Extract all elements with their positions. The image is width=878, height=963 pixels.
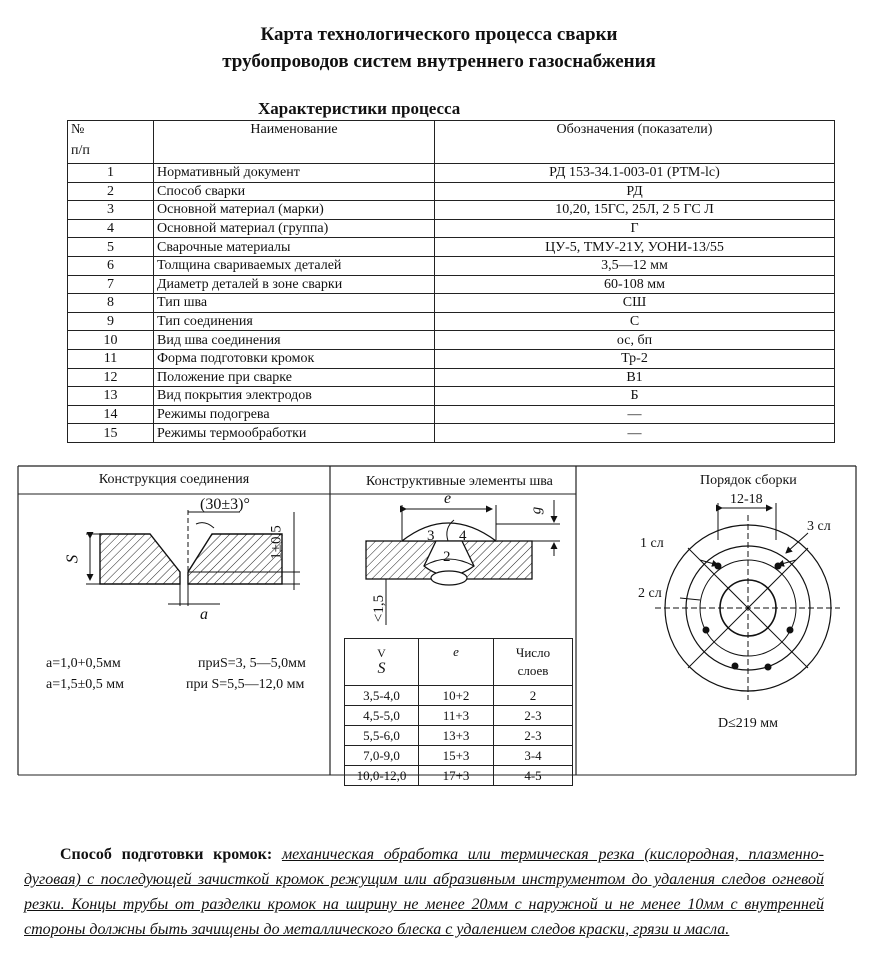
- joint-note2-left: a=1,5±0,5 мм: [46, 677, 125, 692]
- seam-table-row: [345, 746, 573, 766]
- row-value: В1: [435, 368, 835, 387]
- row-name: Основной материал (группа): [154, 219, 435, 238]
- seam-row-layers: 3-4: [494, 746, 573, 766]
- header-number-pp: п/п: [71, 143, 90, 158]
- assembly-diameter-label: D≤219 мм: [718, 716, 779, 731]
- row-name: Тип соединения: [154, 312, 435, 331]
- seam-elements-table: [344, 638, 573, 786]
- edge-preparation-lead: Способ подготовки кромок:: [60, 846, 273, 863]
- seam-row-width: 10+2: [419, 686, 494, 706]
- row-number: 4: [68, 219, 154, 238]
- seam-table-row: [345, 706, 573, 726]
- row-value: ЦУ-5, ТМУ-21У, УОНИ-13/55: [435, 238, 835, 257]
- seam-g-label: g: [528, 506, 545, 515]
- seam-table-row: [345, 766, 573, 786]
- seam-row-layers: 2-3: [494, 706, 573, 726]
- seam-row-width: 15+3: [419, 746, 494, 766]
- row-value: —: [435, 424, 835, 443]
- seam-row-layers: 2-3: [494, 726, 573, 746]
- joint-panel-title: Конструкция соединения: [98, 472, 250, 487]
- row-name: Режимы термообработки: [154, 424, 435, 443]
- row-name: Толщина свариваемых деталей: [154, 256, 435, 275]
- row-name: Вид покрытия электродов: [154, 387, 435, 406]
- seam-head-e: e: [419, 639, 494, 686]
- row-number: 14: [68, 405, 154, 424]
- seam-row-thickness: 7,0-9,0: [345, 746, 419, 766]
- row-value: 60-108 мм: [435, 275, 835, 294]
- seam-row-thickness: 5,5-6,0: [345, 726, 419, 746]
- row-number: 6: [68, 256, 154, 275]
- row-value: СШ: [435, 294, 835, 313]
- assembly-layer2-label: 2 сл: [638, 586, 662, 601]
- row-number: 12: [68, 368, 154, 387]
- seam-head-s: V S: [345, 639, 419, 686]
- row-name: Сварочные материалы: [154, 238, 435, 257]
- assembly-layer3-label: 3 сл: [807, 519, 831, 534]
- assembly-layer1-label: 1 сл: [640, 536, 664, 551]
- seam-table-header: [345, 639, 573, 686]
- joint-angle-label: (30±3)°: [200, 496, 250, 513]
- assembly-gap-label: 12-18: [730, 492, 763, 507]
- seam-row-width: 17+3: [419, 766, 494, 786]
- row-name: Режимы подогрева: [154, 405, 435, 424]
- row-name: Положение при сварке: [154, 368, 435, 387]
- row-name: Тип шва: [154, 294, 435, 313]
- assembly-panel-title: Порядок сборки: [700, 473, 797, 488]
- row-value: РД 153-34.1-003-01 (РТМ-lс): [435, 164, 835, 183]
- row-number: 5: [68, 238, 154, 257]
- row-number: 10: [68, 331, 154, 350]
- header-name: Наименование: [154, 121, 435, 164]
- row-number: 9: [68, 312, 154, 331]
- row-number: 11: [68, 349, 154, 368]
- seam-row-thickness: 10,0-12,0: [345, 766, 419, 786]
- row-number: 7: [68, 275, 154, 294]
- joint-gap-label: a: [200, 606, 208, 623]
- row-number: 13: [68, 387, 154, 406]
- joint-note1-left: a=1,0+0,5мм: [46, 656, 121, 671]
- seam-head-layers: Число слоев: [494, 639, 573, 686]
- seam-row-layers: 4-5: [494, 766, 573, 786]
- row-name: Способ сварки: [154, 182, 435, 201]
- row-value: С: [435, 312, 835, 331]
- row-value: Г: [435, 219, 835, 238]
- document-title-line1: Карта технологического процесса сварки: [260, 24, 618, 45]
- joint-note2-right: при S=5,5—12,0 мм: [186, 677, 305, 692]
- row-name: Нормативный документ: [154, 164, 435, 183]
- joint-s-label: S: [62, 554, 82, 564]
- row-value: 3,5—12 мм: [435, 256, 835, 275]
- row-value: —: [435, 405, 835, 424]
- seam-layer2-label: 2: [443, 549, 451, 565]
- header-value: Обозначения (показатели): [435, 121, 835, 164]
- document-title-line2: трубопроводов систем внутреннего газоснабжения: [222, 51, 656, 72]
- row-number: 2: [68, 182, 154, 201]
- seam-row-thickness: 3,5-4,0: [345, 686, 419, 706]
- seam-table-row: [345, 726, 573, 746]
- row-value: ос, бп: [435, 331, 835, 350]
- row-number: 8: [68, 294, 154, 313]
- row-value: Тр-2: [435, 349, 835, 368]
- joint-note1-right: приS=3, 5—5,0мм: [198, 656, 306, 671]
- row-number: 3: [68, 201, 154, 220]
- row-value: Б: [435, 387, 835, 406]
- seam-row-layers: 2: [494, 686, 573, 706]
- row-name: Форма подготовки кромок: [154, 349, 435, 368]
- row-value: РД: [435, 182, 835, 201]
- edge-preparation-body: механическая обработка или термическая резка (кислородная, плазменно-дуговая) с последующей зачисткой кромок режущим или абразивным инструментом до удаления следов огневой резки. Концы трубы от разделки кромок на ширину не менее 20мм с наружной и не менее 10мм с внутренней стороны должны быть зачищены до металлического блеска с удалением следов краски, грязи и масла.: [24, 846, 824, 938]
- seam-layer3-label: 3: [427, 528, 435, 544]
- header-number-sign: №: [71, 122, 85, 137]
- seam-root-label: <1,5: [371, 594, 388, 623]
- row-name: Вид шва соединения: [154, 331, 435, 350]
- row-name: Диаметр деталей в зоне сварки: [154, 275, 435, 294]
- edge-preparation-paragraph: [24, 842, 824, 942]
- row-name: Основной материал (марки): [154, 201, 435, 220]
- seam-row-width: 11+3: [419, 706, 494, 726]
- section-heading: Характеристики процесса: [258, 99, 461, 118]
- seam-drawing: [366, 500, 560, 625]
- seam-layer4-label: 4: [459, 528, 467, 544]
- seam-row-width: 13+3: [419, 726, 494, 746]
- joint-root-face-label: 1±0,5: [268, 525, 285, 560]
- row-number: 1: [68, 164, 154, 183]
- row-number: 15: [68, 424, 154, 443]
- seam-table-row: [345, 686, 573, 706]
- seam-panel-title: Конструктивные элементы шва: [366, 474, 553, 489]
- seam-e-label: e: [444, 490, 452, 507]
- row-value: 10,20, 15ГС, 25Л, 2 5 ГС Л: [435, 201, 835, 220]
- seam-row-thickness: 4,5-5,0: [345, 706, 419, 726]
